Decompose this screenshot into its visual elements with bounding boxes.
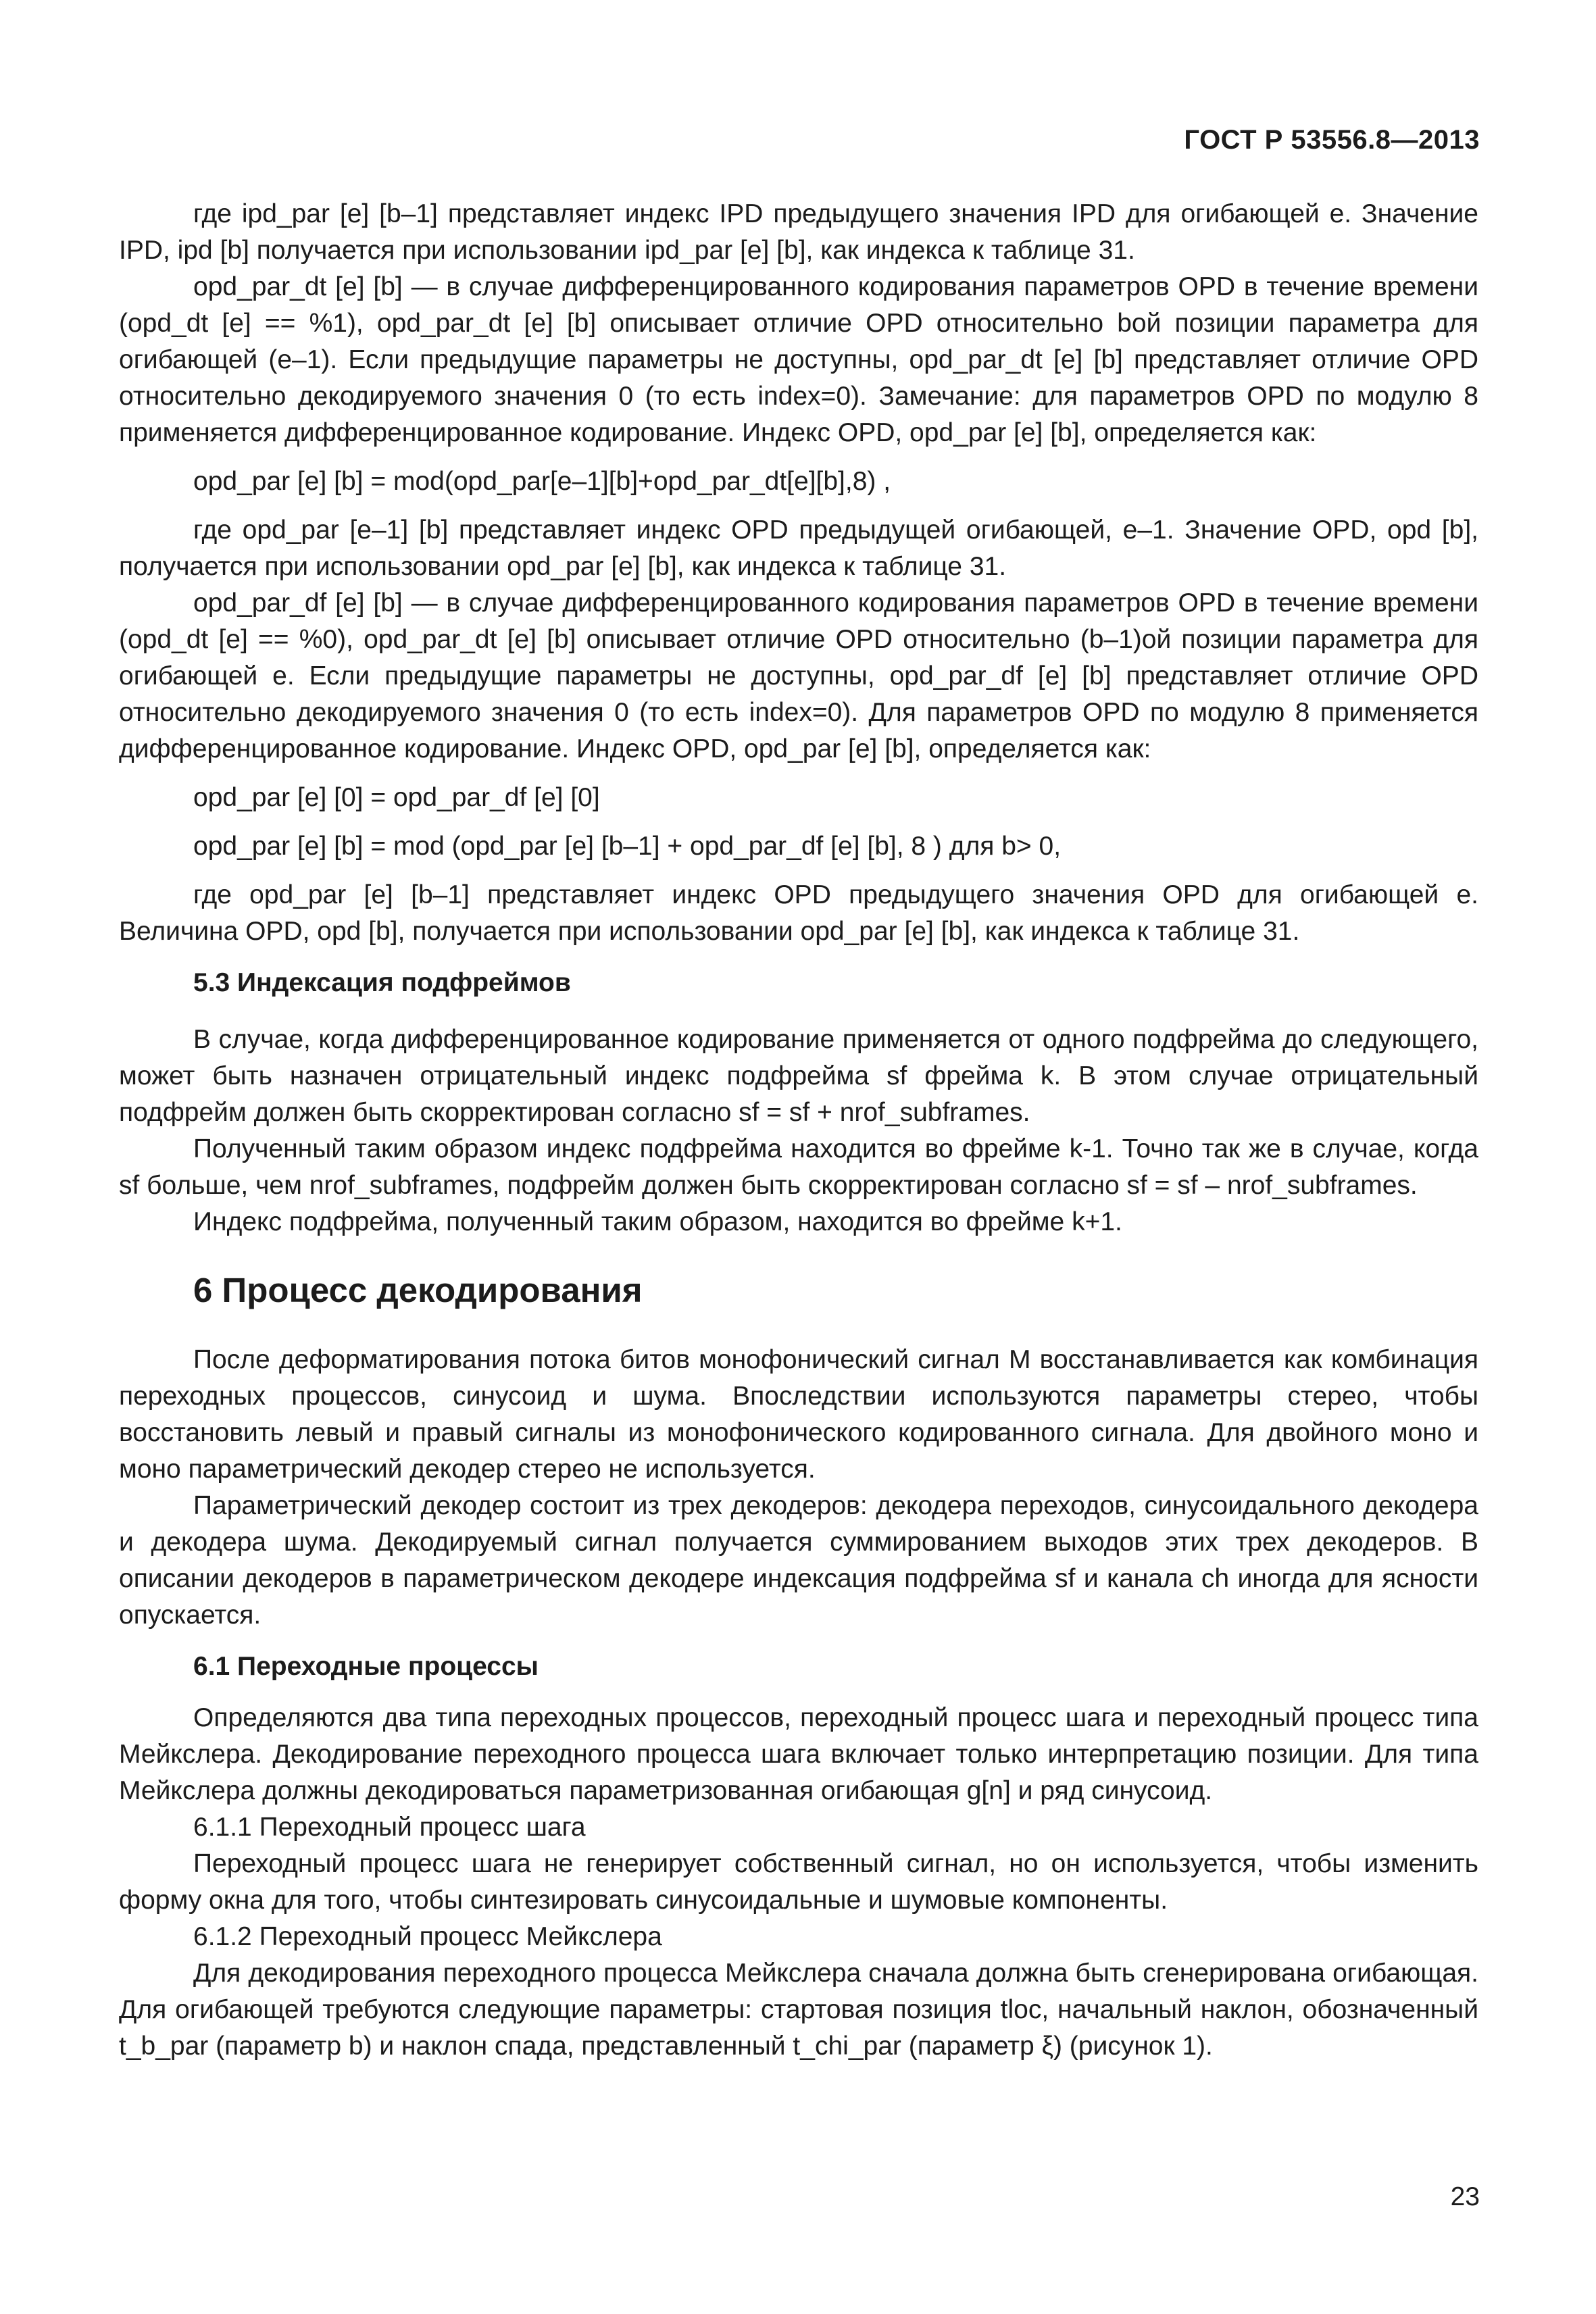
paragraph: Индекс подфрейма, полученный таким образом, находится во фрейме k+1. [193,1207,1122,1236]
paragraph: где ipd_par [e] [b–1] представляет индекс IPD предыдущего значения IPD для огибающей e. Значение IPD, ipd [b] получается при использовании ipd_par [e] [b], как индекса к таблице 31. [119,199,1478,265]
paragraph: Определяются два типа переходных процессов, переходный процесс шага и переходный процесс типа Мейкслера. Декодирование переходного процесса шага включает только интерпретацию позиции. Для типа Мейкслера должны декодироваться параметризованная огибающая g[n] и ряд синусоид. [119,1703,1478,1805]
paragraph: Переходный процесс шага не генерирует собственный сигнал, но он используется, чтобы изменить форму окна для того, чтобы синтезировать синусоидальные и шумовые компоненты. [119,1849,1478,1915]
paragraph: где opd_par [e–1] [b] представляет индекс OPD предыдущей огибающей, e–1. Значение OPD, opd [b], получается при использовании opd_par [e] [b], как индекса к таблице 31. [119,515,1478,581]
formula: opd_par [e] [b] = mod (opd_par [e] [b–1] + opd_par_df [e] [b], 8 ) для b> 0, [193,832,1062,861]
page-number: 23 [1450,2182,1480,2211]
paragraph: opd_par_dt [e] [b] — в случае дифференцированного кодирования параметров OPD в течение времени (opd_dt [e] == %1), opd_par_dt [e] [b] описывает отличие OPD относительно bой позиции параметра для огибающей (e–1). Если предыдущие параметры не доступны, opd_par_dt [e] [b] представляет отличие OPD относительно декодируемого значения 0 (то есть index=0). Замечание: для параметров OPD по модулю 8 применяется дифференцированное кодирование. Индекс OPD, opd_par [e] [b], определяется как: [119,272,1478,447]
paragraph: В случае, когда дифференцированное кодирование применяется от одного подфрейма до следующего, может быть назначен отрицательный индекс подфрейма sf фрейма k. В этом случае отрицательный подфрейм должен быть скорректирован согласно sf = sf + nrof_subframes. [119,1025,1478,1127]
section-heading: 5.3 Индексация подфреймов [193,968,571,997]
formula: opd_par [e] [b] = mod(opd_par[e–1][b]+opd_par_dt[e][b],8) , [193,467,891,496]
paragraph: После деформатирования потока битов монофонический сигнал M восстанавливается как комбинация переходных процессов, синусоид и шума. Впоследствии используются параметры стерео, чтобы восстановить левый и правый сигналы из монофонического кодированного сигнала. Для двойного моно и моно параметрический декодер стерео не используется. [119,1345,1478,1484]
paragraph: Для декодирования переходного процесса Мейкслера сначала должна быть сгенерирована огибающая. Для огибающей требуются следующие параметры: стартовая позиция tloc, начальный наклон, обозначенный t_b_par (параметр b) и наклон спада, представленный t_chi_par (параметр ξ) (рисунок 1). [119,1959,1478,2061]
paragraph: Полученный таким образом индекс подфрейма находится во фрейме k-1. Точно так же в случае, когда sf больше, чем nrof_subframes, подфрейм должен быть скорректирован согласно sf = sf – nrof_subframes. [119,1134,1478,1200]
subsection-heading: 6.1.1 Переходный процесс шага [193,1813,586,1842]
chapter-heading: 6 Процесс декодирования [193,1271,643,1309]
paragraph: Параметрический декодер состоит из трех декодеров: декодера переходов, синусоидального декодера и декодера шума. Декодируемый сигнал получается суммированием выходов этих трех декодеров. В описании декодеров в параметрическом декодере индексация подфрейма sf и канала ch иногда для ясности опускается. [119,1491,1478,1630]
paragraph: где opd_par [e] [b–1] представляет индекс OPD предыдущего значения OPD для огибающей e. Величина OPD, opd [b], получается при использовании opd_par [e] [b], как индекса к таблице 31. [119,880,1478,946]
paragraph: opd_par_df [e] [b] — в случае дифференцированного кодирования параметров OPD в течение времени (opd_dt [e] == %0), opd_par_dt [e] [b] описывает отличие OPD относительно (b–1)ой позиции параметра для огибающей e. Если предыдущие параметры не доступны, opd_par_df [e] [b] представляет отличие OPD относительно декодируемого значения 0 (то есть index=0). Для параметров OPD по модулю 8 применяется дифференцированное кодирование. Индекс OPD, opd_par [e] [b], определяется как: [119,588,1478,763]
subsection-heading: 6.1.2 Переходный процесс Мейкслера [193,1922,662,1951]
section-heading: 6.1 Переходные процессы [193,1652,539,1681]
formula: opd_par [e] [0] = opd_par_df [e] [0] [193,783,600,812]
document-header: ГОСТ Р 53556.8—2013 [1184,125,1480,155]
page-body [119,196,1478,2065]
